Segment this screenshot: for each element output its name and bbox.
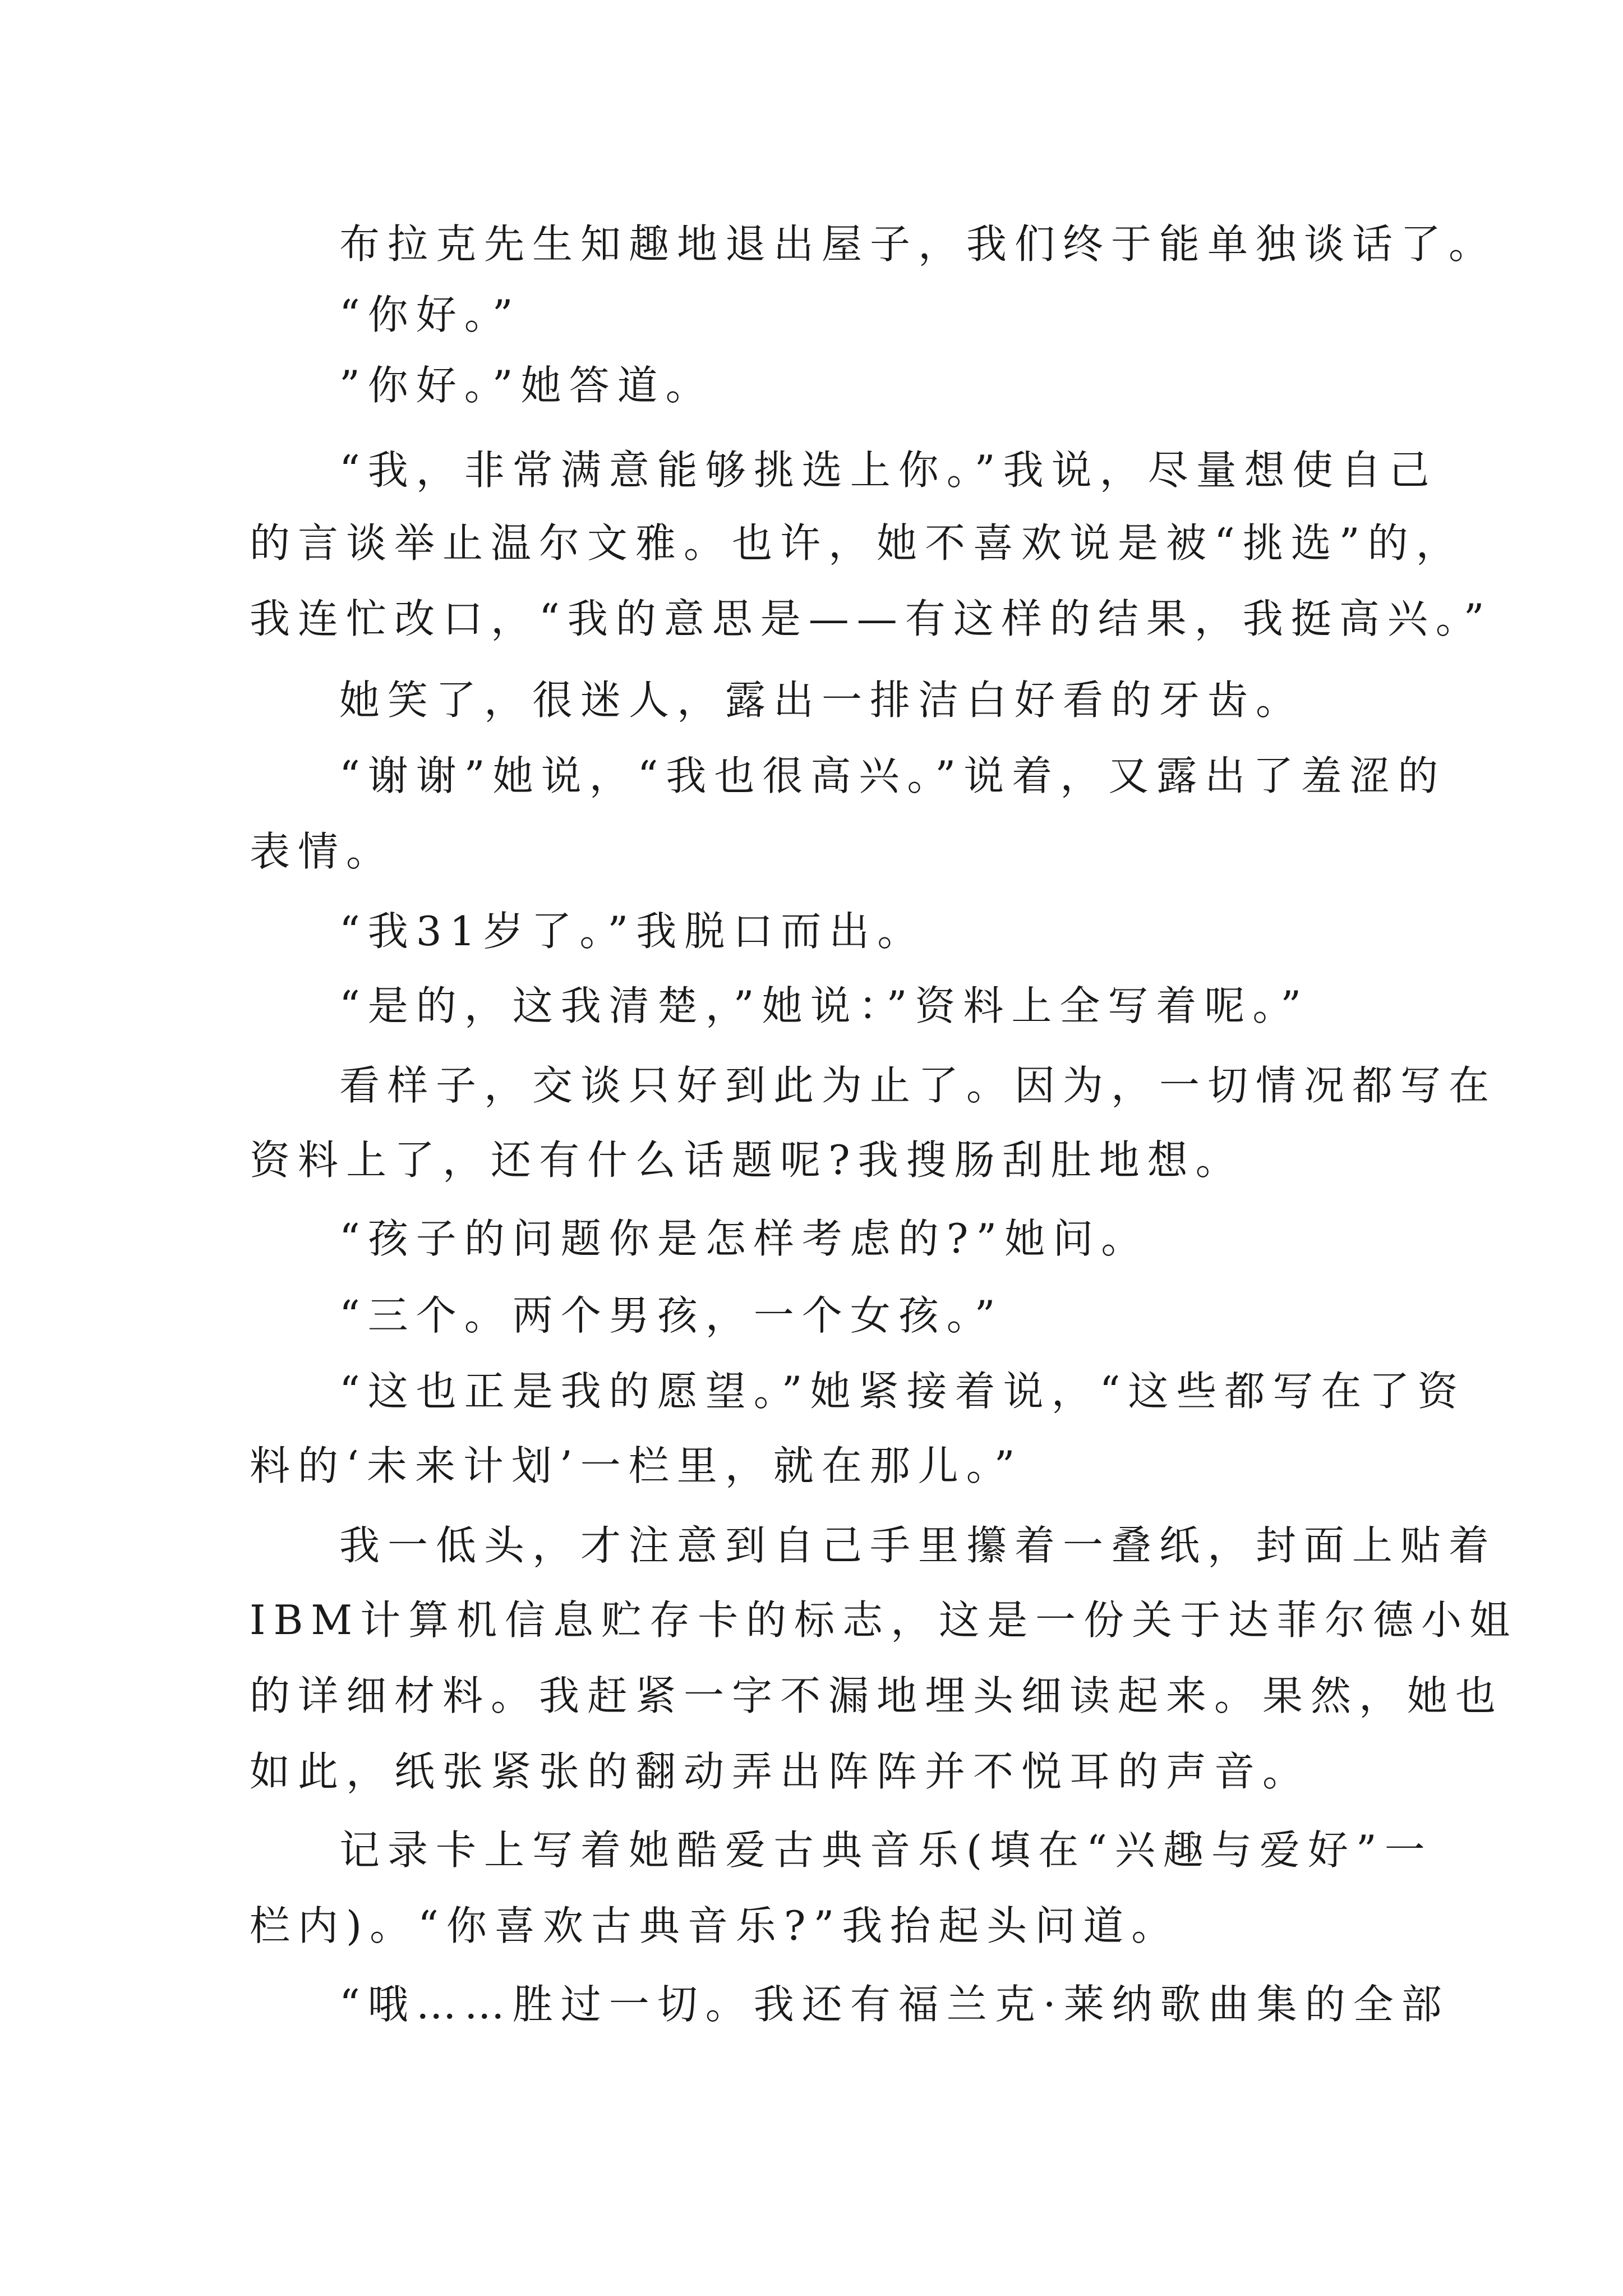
text-line: 资料上了，还有什么话题呢?我搜肠刮肚地想。 — [250, 1137, 1244, 1184]
text-line: 如此，纸张紧张的翻动弄出阵阵并不悦耳的声音。 — [250, 1748, 1311, 1795]
text-line: “三个。两个男孩，一个女孩。” — [339, 1292, 1003, 1339]
text-line: “谢谢”她说，“我也很高兴。”说着，又露出了羞涩的 — [339, 752, 1446, 799]
text-line: 她笑了，很迷人，露出一排洁白好看的牙齿。 — [339, 677, 1304, 724]
text-line: 记录卡上写着她酷爱古典音乐(填在“兴趣与爱好”一 — [339, 1826, 1433, 1874]
text-line: 的言谈举止温尔文雅。也许，她不喜欢说是被“挑选”的， — [250, 519, 1464, 567]
text-line: 布拉克先生知趣地退出屋子，我们终于能单独谈话了。 — [339, 220, 1497, 268]
text-line: “我，非常满意能够挑选上你。”我说，尽量想使自己 — [339, 447, 1437, 494]
text-line: “哦……胜过一切。我还有福兰克·莱纳歌曲集的全部 — [339, 1981, 1450, 2028]
text-line: 的详细材料。我赶紧一字不漏地埋头细读起来。果然，她也 — [250, 1672, 1504, 1719]
text-line: “你好。” — [339, 291, 521, 338]
text-line: 料的‘未来计划’一栏里，就在那儿。” — [250, 1442, 1023, 1489]
text-line: “这也正是我的愿望。”她紧接着说，“这些都写在了资 — [339, 1368, 1466, 1415]
text-line: ”你好。”她答道。 — [339, 362, 714, 409]
text-line: “孩子的问题你是怎样考虑的?”她问。 — [339, 1215, 1150, 1262]
text-line: “是的，这我清楚，”她说：”资料上全写着呢。” — [339, 982, 1310, 1029]
text-line: IBM计算机信息贮存卡的标志，这是一份关于达菲尔德小姐 — [250, 1596, 1518, 1644]
text-line: 表情。 — [250, 828, 395, 875]
text-line: “我31岁了。”我脱口而出。 — [339, 908, 926, 955]
text-line: 我连忙改口，“我的意思是——有这样的结果，我挺高兴。” — [250, 595, 1492, 642]
text-line: 栏内)。“你喜欢古典音乐?”我抬起头问道。 — [250, 1902, 1180, 1949]
text-line: 看样子，交谈只好到此为止了。因为，一切情况都写在 — [339, 1062, 1497, 1109]
text-line: 我一低头，才注意到自己手里攥着一叠纸，封面上贴着 — [339, 1522, 1497, 1569]
